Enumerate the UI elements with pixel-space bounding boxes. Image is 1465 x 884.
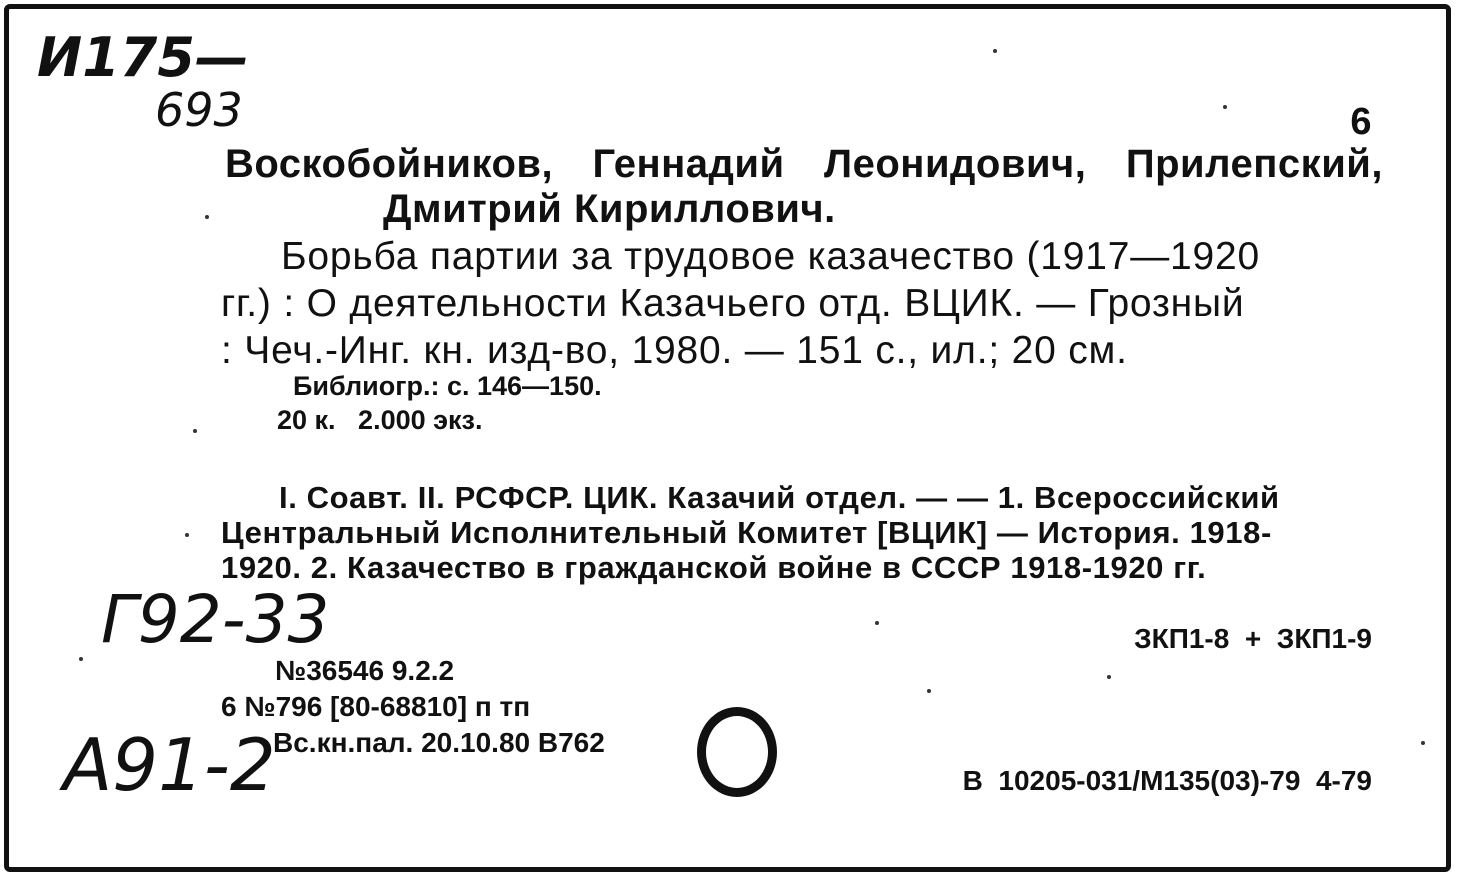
catalog-card [4, 4, 1451, 872]
tracing-line-3: 1920. 2. Казачество в гражданской войне в СССР 1918-1920 гг. [221, 550, 1207, 585]
catalog-code: В 10205-031/М135(03)-79 4-79 [962, 765, 1372, 796]
print-speck [1107, 675, 1111, 679]
print-speck [193, 429, 197, 433]
tracing-line-2: Центральный Исполнительный Комитет [ВЦИК] — История. 1918- [221, 515, 1272, 550]
print-speck [1421, 741, 1425, 745]
card-number: 6 [1350, 101, 1372, 143]
title-line-1: Борьба партии за трудовое казачество (1917—1920 [281, 235, 1261, 278]
author-heading-line-1 [225, 144, 1383, 184]
title-line-2: гг.) : О деятельности Казачьего отд. ВЦИК. — Грозный [221, 282, 1245, 325]
author-2-surname: Прилепский, [1125, 142, 1383, 186]
price-run-note: 20 к. 2.000 экз. [277, 405, 483, 435]
print-speck [185, 533, 189, 537]
title-line-3: : Чеч.-Инг. кн. изд-во, 1980. — 151 с., ил.; 20 см. [221, 329, 1128, 372]
author-1-surname: Воскобойников, [225, 142, 554, 186]
print-speck [205, 215, 209, 219]
handwritten-shelf-mark-1: Г92-33 [101, 581, 330, 658]
print-speck [1223, 105, 1227, 109]
print-speck [993, 49, 997, 53]
imprint-line-1: №36546 9.2.2 [275, 655, 455, 686]
tracing-line-1: I. Соавт. II. РСФСР. ЦИК. Казачий отдел. — — 1. Всероссийский [279, 480, 1280, 515]
author-1-patronymic: Леонидович, [824, 142, 1087, 186]
imprint-line-2: 6 №796 [80-68810] п тп [221, 691, 531, 722]
handwritten-number: И175— [37, 26, 249, 89]
classification-index: ЗКП1-8 + ЗКП1-9 [1134, 623, 1372, 654]
bibliography-note: Библиогр.: с. 146—150. [293, 371, 602, 401]
circle-stamp-mark [697, 707, 777, 797]
print-speck [875, 621, 879, 625]
author-heading-line-2: Дмитрий Кириллович. [383, 187, 836, 231]
handwritten-shelf-mark-2: А91-2 [63, 723, 276, 807]
print-speck [79, 657, 83, 661]
author-1-name: Геннадий [592, 142, 785, 186]
imprint-line-3: Вс.кн.пал. 20.10.80 В762 [273, 727, 605, 758]
print-speck [927, 689, 931, 693]
handwritten-subnumber: 693 [155, 83, 243, 137]
